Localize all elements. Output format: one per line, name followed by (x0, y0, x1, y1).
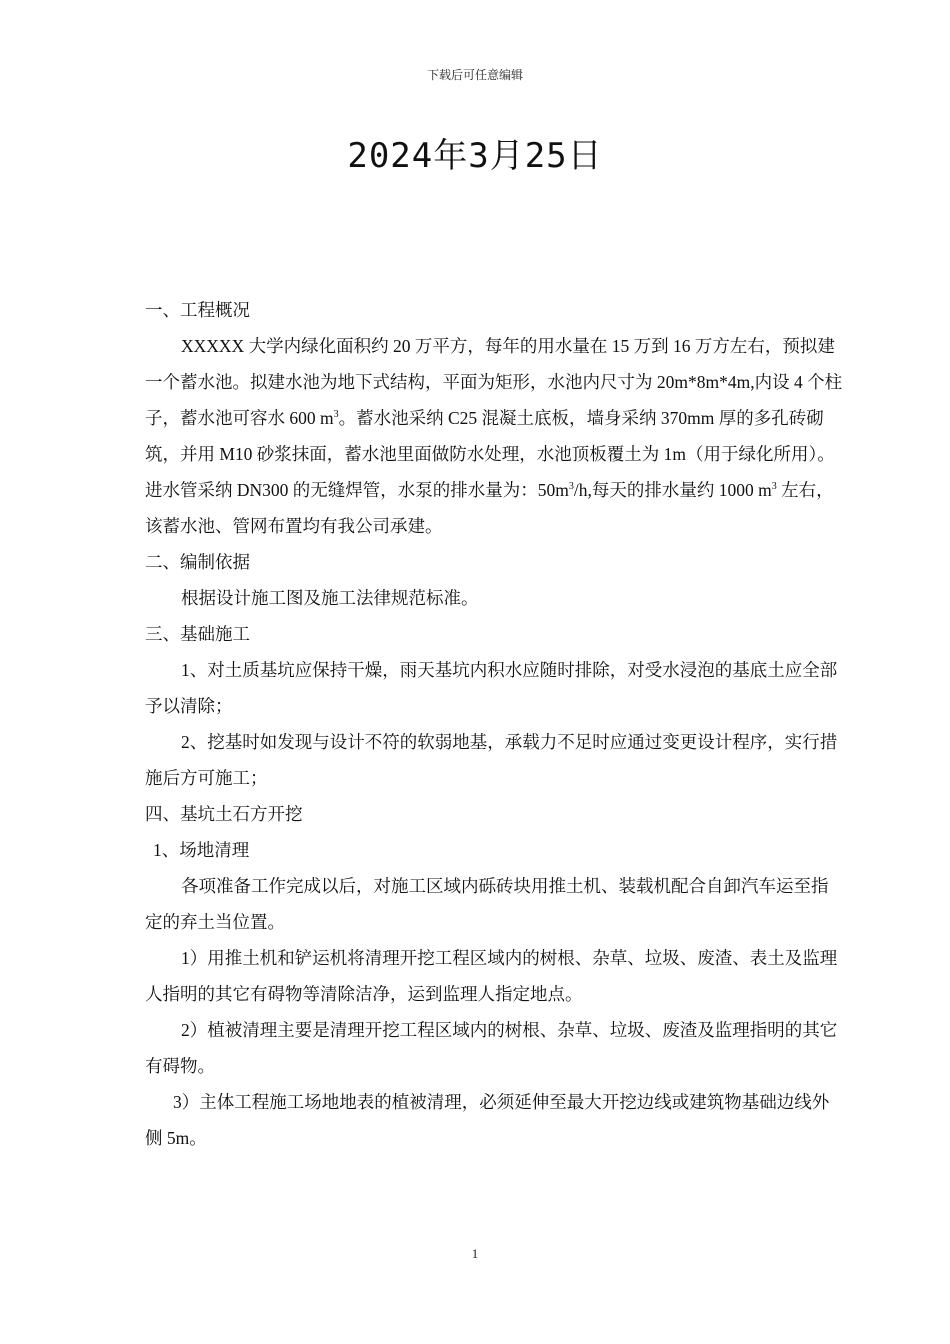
superscript-3: 3 (771, 481, 777, 493)
foundation-item-2: 2、挖基时如发现与设计不符的软弱地基，承载力不足时应通过变更设计程序，实行措施后方可施工； (145, 732, 838, 788)
basis-paragraph: 根据设计施工图及施工法律规范标准。 (181, 588, 479, 608)
excavation-item-3: 3）主体工程施工场地地表的植被清理，必须延伸至最大开挖边线或建筑物基础边线外侧 5m。 (145, 1092, 830, 1148)
overview-text-4: 左右，该蓄水池、管网布置均有我公司承建。 (145, 480, 834, 536)
section-heading-basis: 二、编制依据 (145, 552, 250, 572)
overview-text-2: 。蓄水池采纳 C25 混凝土底板，墙身采纳 370mm 厚的多孔砖砌筑，并用 M10 砂浆抹面，蓄水池里面做防水处理，水池顶板覆土为 1m（用于绿化所用）。进水管采纳 DN300 的无缝焊管，水泵的排水量为：50m (145, 408, 835, 500)
excavation-item-2: 2）植被清理主要是清理开挖工程区域内的树根、杂草、垃圾、废渣及监理指明的其它有碍物。 (145, 1020, 838, 1076)
page-title: 2024年3月25日 (347, 136, 603, 176)
section-heading-foundation: 三、基础施工 (145, 624, 250, 644)
subheading-site-clearing: 1、场地清理 (153, 840, 250, 860)
excavation-item-1: 1）用推土机和铲运机将清理开挖工程区域内的树根、杂草、垃圾、废渣、表土及监理人指明的其它有碍物等清除洁净，运到监理人指定地点。 (145, 948, 838, 1004)
document-body (145, 292, 845, 1156)
overview-text-1: XXXXX 大学内绿化面积约 20 万平方，每年的用水量在 15 万到 16 万方左右，预拟建一个蓄水池。拟建水池为地下式结构，平面为矩形，水池内尺寸为 20m*8m*4m,内设 4 个柱子，蓄水池可容水 600 m (145, 336, 843, 428)
section-heading-excavation: 四、基坑土石方开挖 (145, 804, 303, 824)
page-number: 1 (471, 1246, 479, 1261)
foundation-item-1: 1、对土质基坑应保持干燥，雨天基坑内积水应随时排除，对受水浸泡的基底土应全部予以清除； (145, 660, 838, 716)
superscript-3: 3 (568, 481, 574, 493)
overview-text-3: /h,每天的排水量约 1000 m (573, 480, 772, 500)
excavation-paragraph-1: 各项准备工作完成以后，对施工区域内砾砖块用推土机、装载机配合自卸汽车运至指定的弃土当位置。 (145, 876, 829, 932)
overview-paragraph (145, 328, 845, 544)
page-header: 下载后可任意编辑 (426, 68, 523, 82)
superscript-3: 3 (333, 409, 339, 421)
section-heading-overview: 一、工程概况 (145, 300, 250, 320)
